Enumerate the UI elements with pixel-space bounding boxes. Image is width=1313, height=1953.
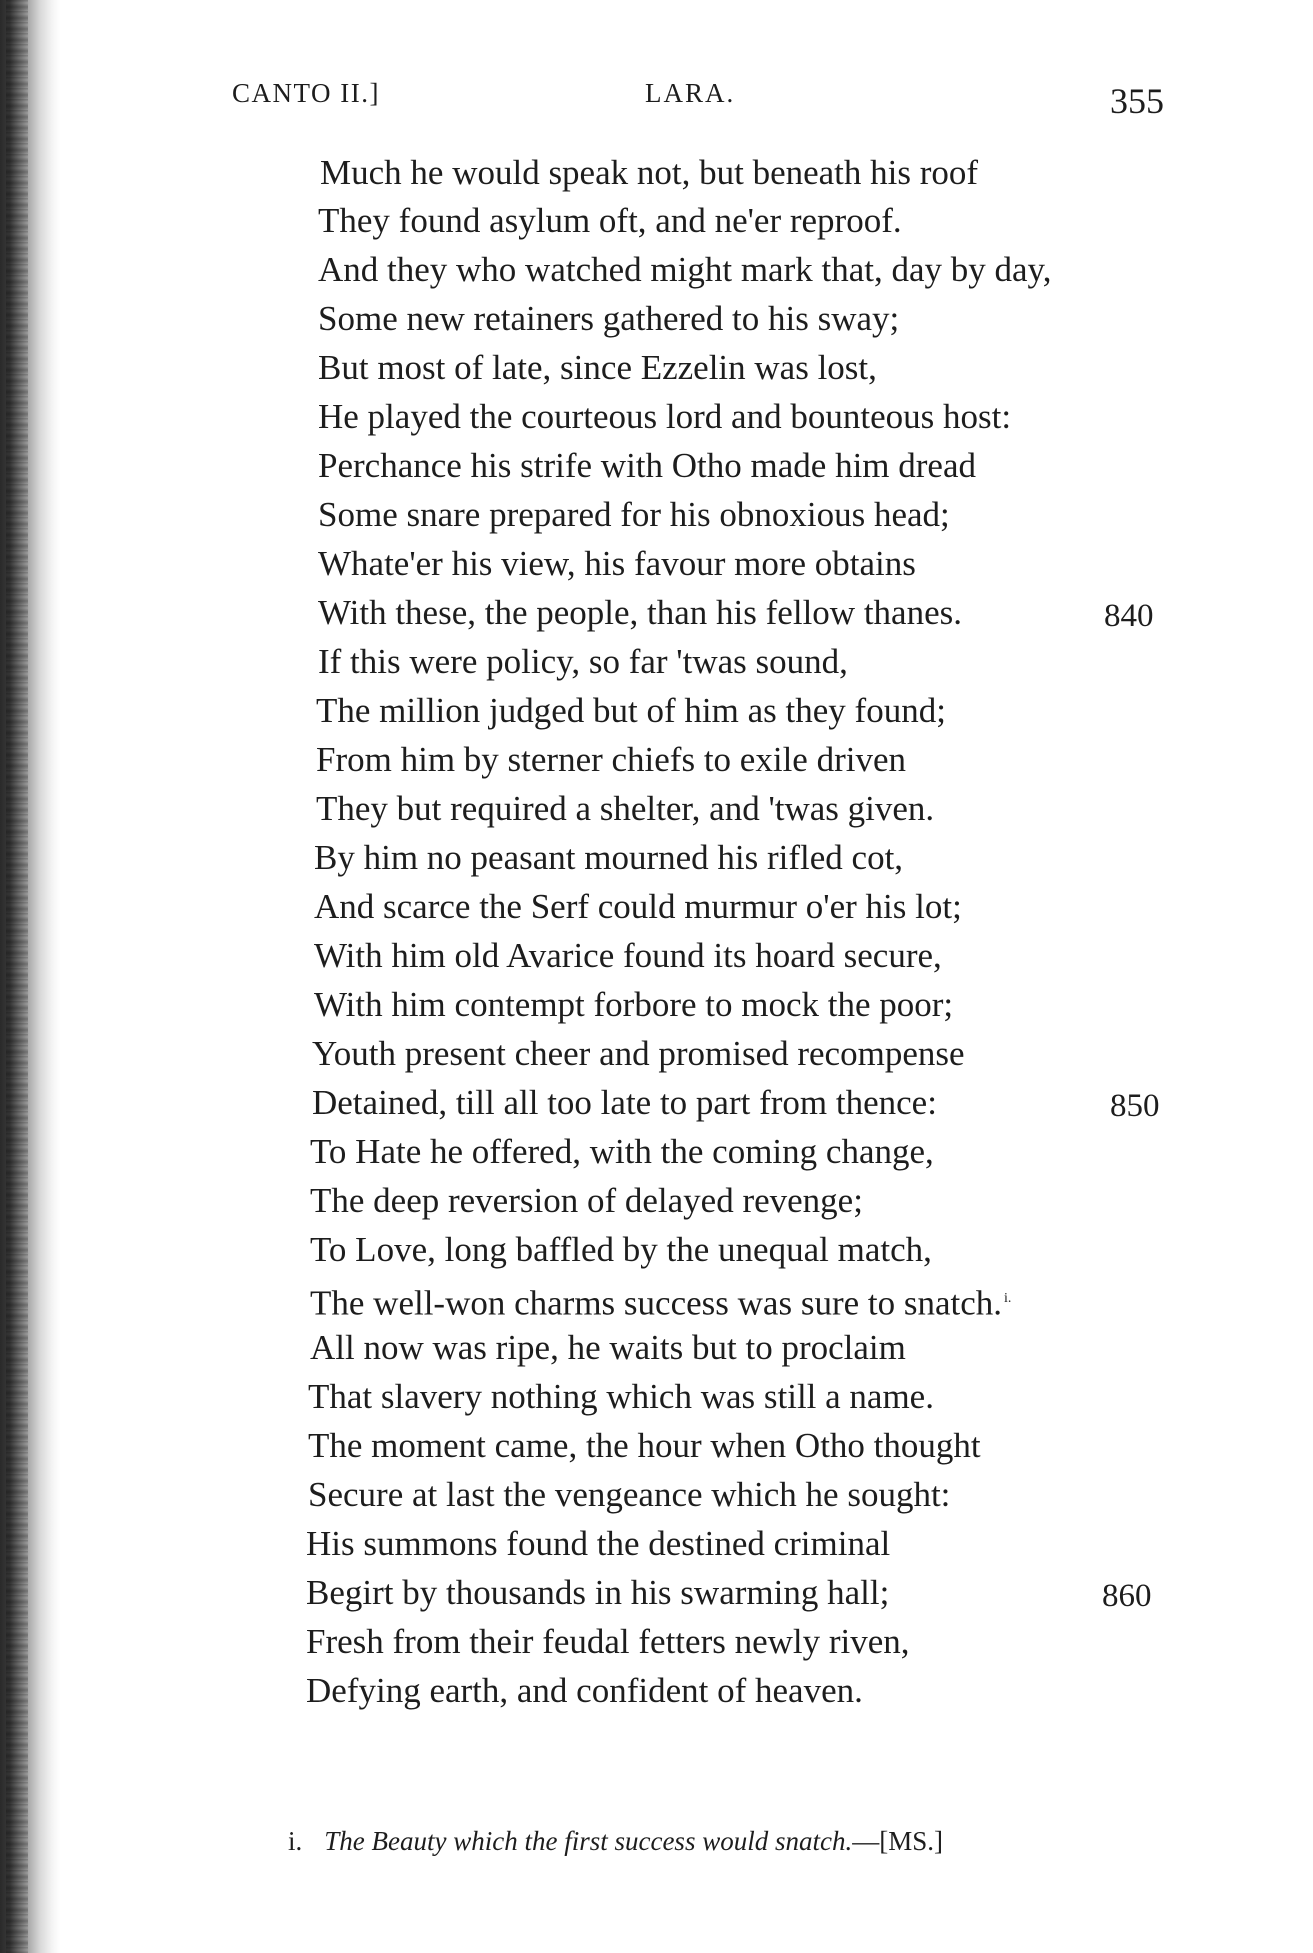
poem-line: They found asylum oft, and ne'er reproof. xyxy=(318,201,902,240)
line-number: 860 xyxy=(1102,1578,1152,1614)
poem-line: Secure at last the vengeance which he sought: xyxy=(308,1475,951,1514)
poem-line: Whate'er his view, his favour more obtains xyxy=(318,544,916,583)
running-title: LARA. xyxy=(645,78,736,108)
poem-line: If this were policy, so far 'twas sound, xyxy=(318,642,848,681)
poem-line: All now was ripe, he waits but to proclaim xyxy=(310,1328,906,1367)
footnote-text: The Beauty which the first success would snatch. xyxy=(324,1826,853,1856)
poem-line: He played the courteous lord and bounteous host: xyxy=(318,397,1012,436)
poem-line: With him old Avarice found its hoard secure, xyxy=(314,936,942,975)
poem-line-text: The well-won charms success was sure to snatch. xyxy=(310,1283,1003,1323)
poem-line: The deep reversion of delayed revenge; xyxy=(310,1181,863,1220)
poem-line: With these, the people, than his fellow thanes. xyxy=(318,593,962,632)
poem-line: By him no peasant mourned his rifled cot, xyxy=(314,838,904,877)
line-number: 850 xyxy=(1110,1088,1160,1124)
poem-line: To Hate he offered, with the coming change, xyxy=(310,1132,934,1171)
poem-line: Some new retainers gathered to his sway; xyxy=(318,299,900,338)
poem-line: Some snare prepared for his obnoxious head; xyxy=(318,495,950,534)
poem-line: Perchance his strife with Otho made him dread xyxy=(318,446,976,485)
line-number: 840 xyxy=(1104,598,1154,634)
page-header xyxy=(0,72,1313,122)
footnote-marker: i. xyxy=(288,1826,303,1856)
poem-line: The moment came, the hour when Otho thought xyxy=(308,1426,981,1465)
poem-line xyxy=(310,1279,1011,1324)
poem-line: That slavery nothing which was still a name. xyxy=(308,1377,934,1416)
poem-line: Begirt by thousands in his swarming hall; xyxy=(306,1573,890,1612)
poem-line: From him by sterner chiefs to exile driven xyxy=(316,740,906,779)
poem-line: With him contempt forbore to mock the poor; xyxy=(314,985,954,1024)
poem-line: Much he would speak not, but beneath his roof xyxy=(320,153,979,192)
footnote-reference[interactable]: i. xyxy=(1004,1291,1012,1306)
page-number: 355 xyxy=(1110,81,1164,121)
footnote xyxy=(288,1826,943,1857)
poem-line: Detained, till all too late to part from thence: xyxy=(312,1083,937,1122)
poem-line: His summons found the destined criminal xyxy=(306,1524,891,1563)
footnote-source: —[MS.] xyxy=(852,1826,943,1856)
poem-line: Fresh from their feudal fetters newly riven, xyxy=(306,1622,910,1661)
poem-line: And scarce the Serf could murmur o'er his lot; xyxy=(314,887,962,926)
poem-line: To Love, long baffled by the unequal match, xyxy=(310,1230,932,1269)
book-binding-edge xyxy=(0,0,60,1953)
poem-line: And they who watched might mark that, day by day, xyxy=(318,250,1052,289)
poem-line: Defying earth, and confident of heaven. xyxy=(306,1671,863,1710)
canto-label: CANTO II.] xyxy=(232,78,380,108)
poem-line: But most of late, since Ezzelin was lost, xyxy=(318,348,877,387)
poem-line: Youth present cheer and promised recompense xyxy=(312,1034,965,1073)
poem-line: The million judged but of him as they found; xyxy=(316,691,946,730)
poem-line: They but required a shelter, and 'twas given. xyxy=(316,789,935,828)
